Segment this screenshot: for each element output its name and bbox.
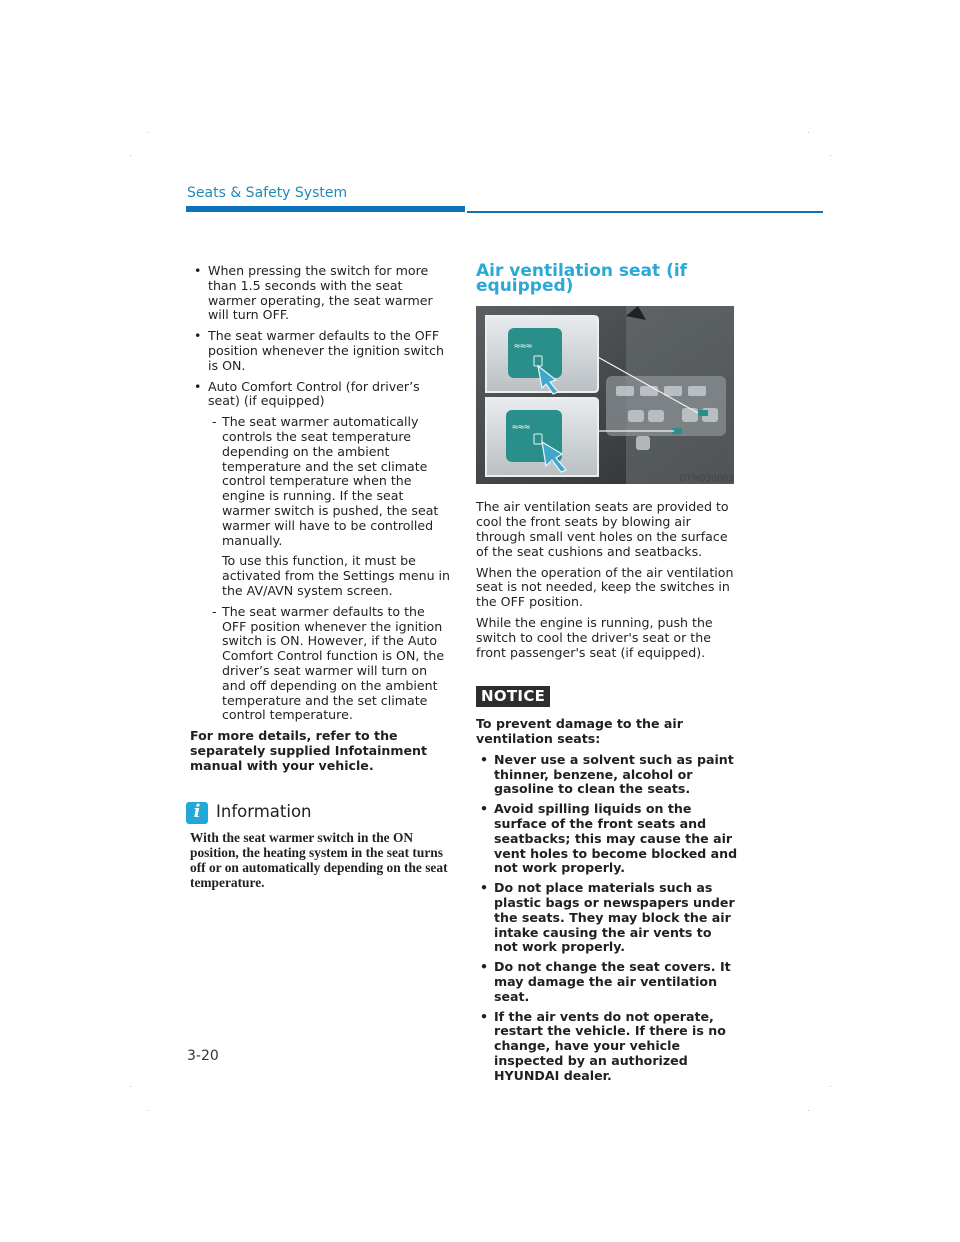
- list-item: • Auto Comfort Control (for driver’s seat) (if equipped): [190, 380, 452, 410]
- crop-mark: [148, 1110, 149, 1111]
- sub-list-note: To use this function, it must be activated from the Settings menu in the AV/AVN system screen.: [222, 553, 451, 598]
- dash-mark: -: [212, 414, 217, 430]
- right-column: [476, 261, 738, 1088]
- information-title: Information: [216, 802, 312, 822]
- infotainment-note: For more details, refer to the separately supplied Infotainment manual with your vehicle.: [190, 728, 428, 773]
- notice-intro: To prevent damage to the air ventilation seats:: [476, 716, 683, 746]
- sub-list-item: [190, 415, 452, 548]
- left-column: [190, 264, 452, 890]
- crop-mark: [830, 1086, 831, 1087]
- section-title: Air ventilation seat (if equipped): [476, 261, 688, 296]
- figure-code: OTM030003: [679, 473, 734, 484]
- information-heading: [190, 802, 452, 824]
- information-text: With the seat warmer switch in the ON position, the heating system in the seat turns off or on automatically depending on the seat temperature.: [190, 829, 448, 891]
- notice-badge: NOTICE: [476, 686, 550, 707]
- header-rule-thick: [186, 206, 465, 212]
- crop-mark: [830, 155, 831, 156]
- sub-list-text: The seat warmer automatically controls the seat temperature depending on the ambient temperature and the set climate control temperature when the engine is running. If the seat warmer switch is pushed, the seat warmer will have to be controlled manually.: [222, 414, 439, 548]
- notice-item: • Do not change the seat covers. It may damage the air ventilation seat.: [476, 960, 738, 1004]
- paragraph: The air ventilation seats are provided to cool the front seats by blowing air through small vent holes on the surface of the seat cushions and seatbacks.: [476, 499, 729, 559]
- info-icon: i: [186, 802, 208, 824]
- list-item: • When pressing the switch for more than 1.5 seconds with the seat warmer operating, the seat warmer will turn OFF.: [190, 264, 452, 323]
- paragraph: While the engine is running, push the switch to cool the driver's seat or the front passenger's seat (if equipped).: [476, 614, 713, 660]
- sub-list-item: [190, 605, 452, 723]
- notice-item: • Do not place materials such as plastic bags or newspapers under the seats. They may block the air intake causing the air vents to not work properly.: [476, 881, 738, 955]
- section-header: Seats & Safety System: [187, 185, 348, 201]
- crop-mark: [130, 155, 131, 156]
- notice-item: • Avoid spilling liquids on the surface of the front seats and seatbacks; this may cause the air vent holes to become blocked and not work properly.: [476, 802, 738, 876]
- header-rule-thin: [467, 211, 823, 213]
- notice-block: [476, 717, 738, 1083]
- crop-mark: [808, 1110, 809, 1111]
- crop-mark: [130, 1086, 131, 1087]
- ventilation-switch-figure: [476, 306, 734, 484]
- crop-mark: [148, 132, 149, 133]
- svg-text:≈≈≈: ≈≈≈: [514, 340, 533, 352]
- sub-list-text: The seat warmer defaults to the OFF position whenever the ignition switch is ON. However, if the Auto Comfort Control function is ON, the driver’s seat warmer will turn on and off depending on the ambient temperature and the set climate control temperature.: [222, 603, 445, 723]
- page-number: 3-20: [187, 1048, 219, 1064]
- dashboard-illustration: [476, 306, 734, 484]
- notice-list: [476, 753, 738, 1084]
- list-item: • The seat warmer defaults to the OFF position whenever the ignition switch is ON.: [190, 329, 452, 373]
- paragraph: When the operation of the air ventilation seat is not needed, keep the switches in the OFF position.: [476, 564, 734, 610]
- crop-mark: [808, 132, 809, 133]
- svg-text:≈≈≈: ≈≈≈: [512, 421, 531, 433]
- dash-mark: -: [212, 603, 217, 619]
- notice-item: • Never use a solvent such as paint thinner, benzene, alcohol or gasoline to clean the seats.: [476, 753, 738, 797]
- seat-warmer-list: [190, 264, 452, 409]
- notice-item: • If the air vents do not operate, restart the vehicle. If there is no change, have your vehicle inspected by an authorized HYUNDAI dealer.: [476, 1010, 738, 1084]
